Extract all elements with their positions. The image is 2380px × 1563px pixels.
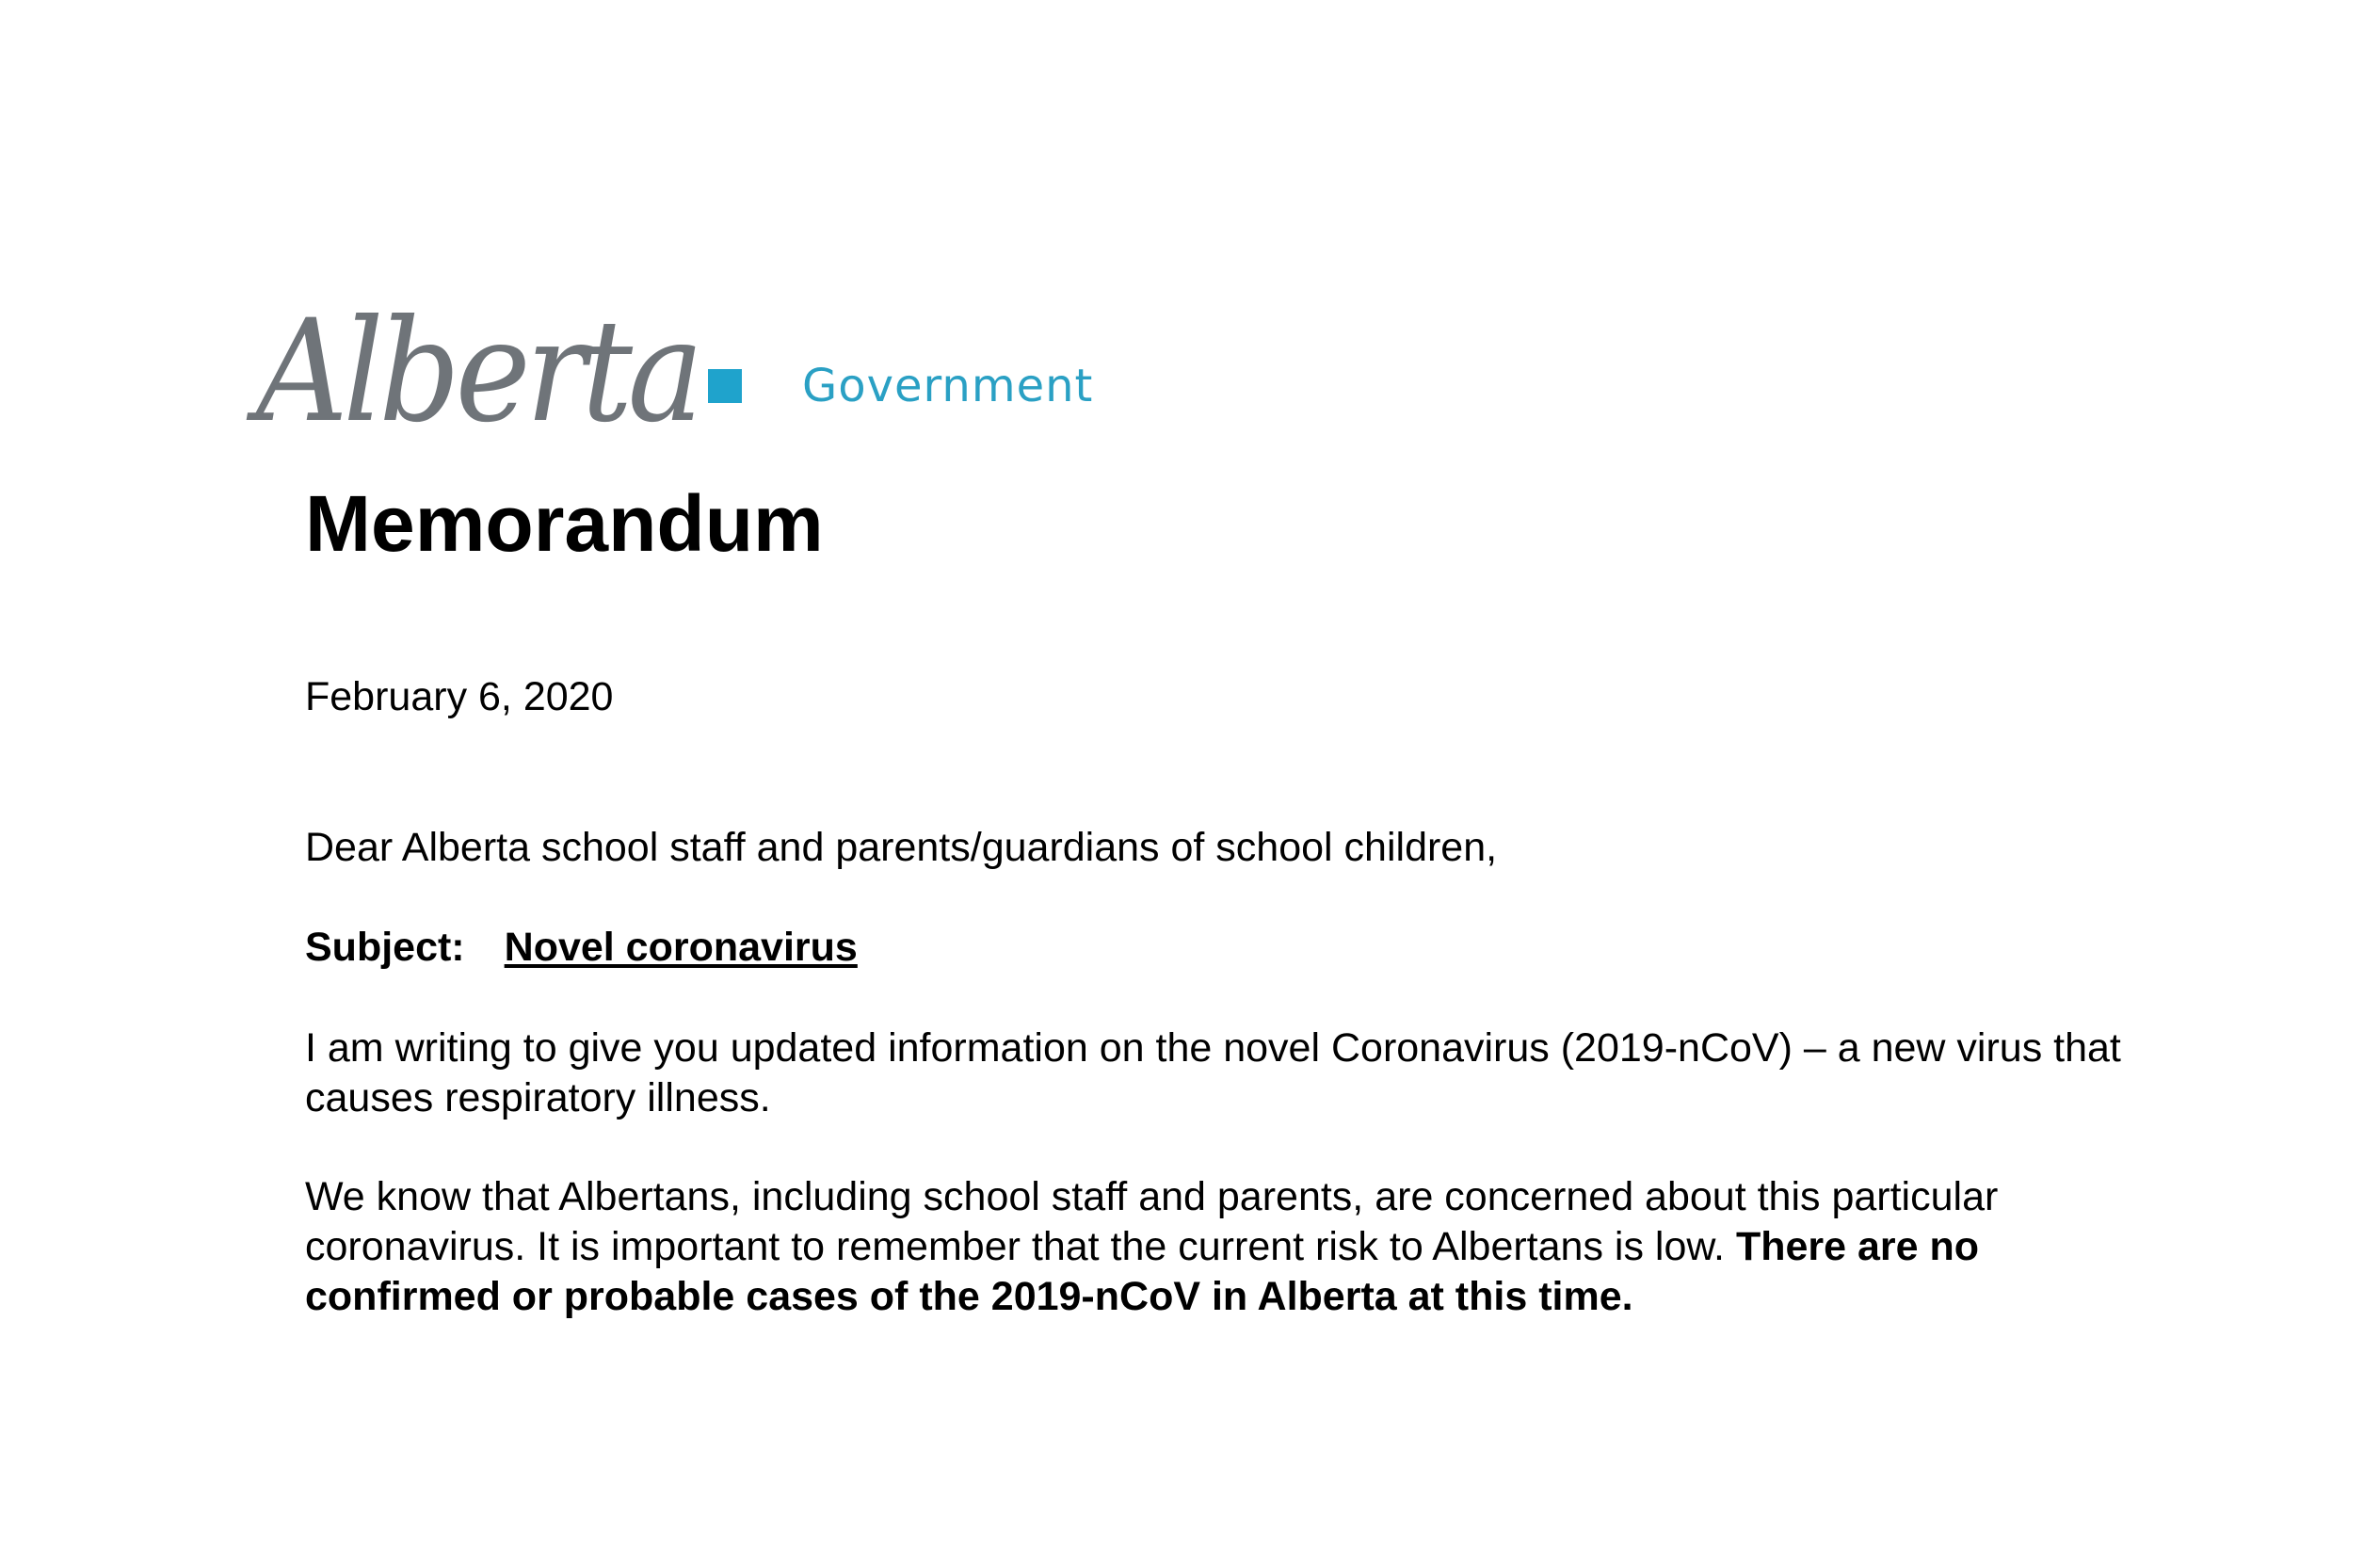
memo-subject-line — [305, 923, 858, 973]
subject-value: Novel coronavirus — [504, 925, 858, 970]
memo-date: February 6, 2020 — [305, 674, 614, 719]
memo-paragraph-1: I am writing to give you updated information on the novel Coronavirus (2019-nCoV) – a new virus that causes respiratory illness. — [305, 1025, 2121, 1120]
alberta-logo-square — [708, 369, 742, 403]
alberta-logo-script: Alberta — [246, 290, 699, 454]
memo-title: Memorandum — [305, 479, 824, 568]
memo-paragraph-2 — [305, 1172, 2141, 1322]
memo-salutation: Dear Alberta school staff and parents/guardians of school children, — [305, 825, 1498, 870]
paragraph-2-text: We know that Albertans, including school staff and parents, are concerned about this particular coronavirus. It is important to remember that the current risk to Albertans is low. — [305, 1174, 1999, 1269]
subject-label: Subject: — [305, 925, 465, 970]
paragraph-2-emphasis: There are no confirmed or probable cases of the 2019-nCoV in Alberta at this time. — [305, 1224, 1980, 1319]
alberta-government-logo — [246, 279, 1100, 454]
alberta-logo-mark — [246, 279, 751, 454]
logo-government-text: Government — [802, 360, 1094, 412]
